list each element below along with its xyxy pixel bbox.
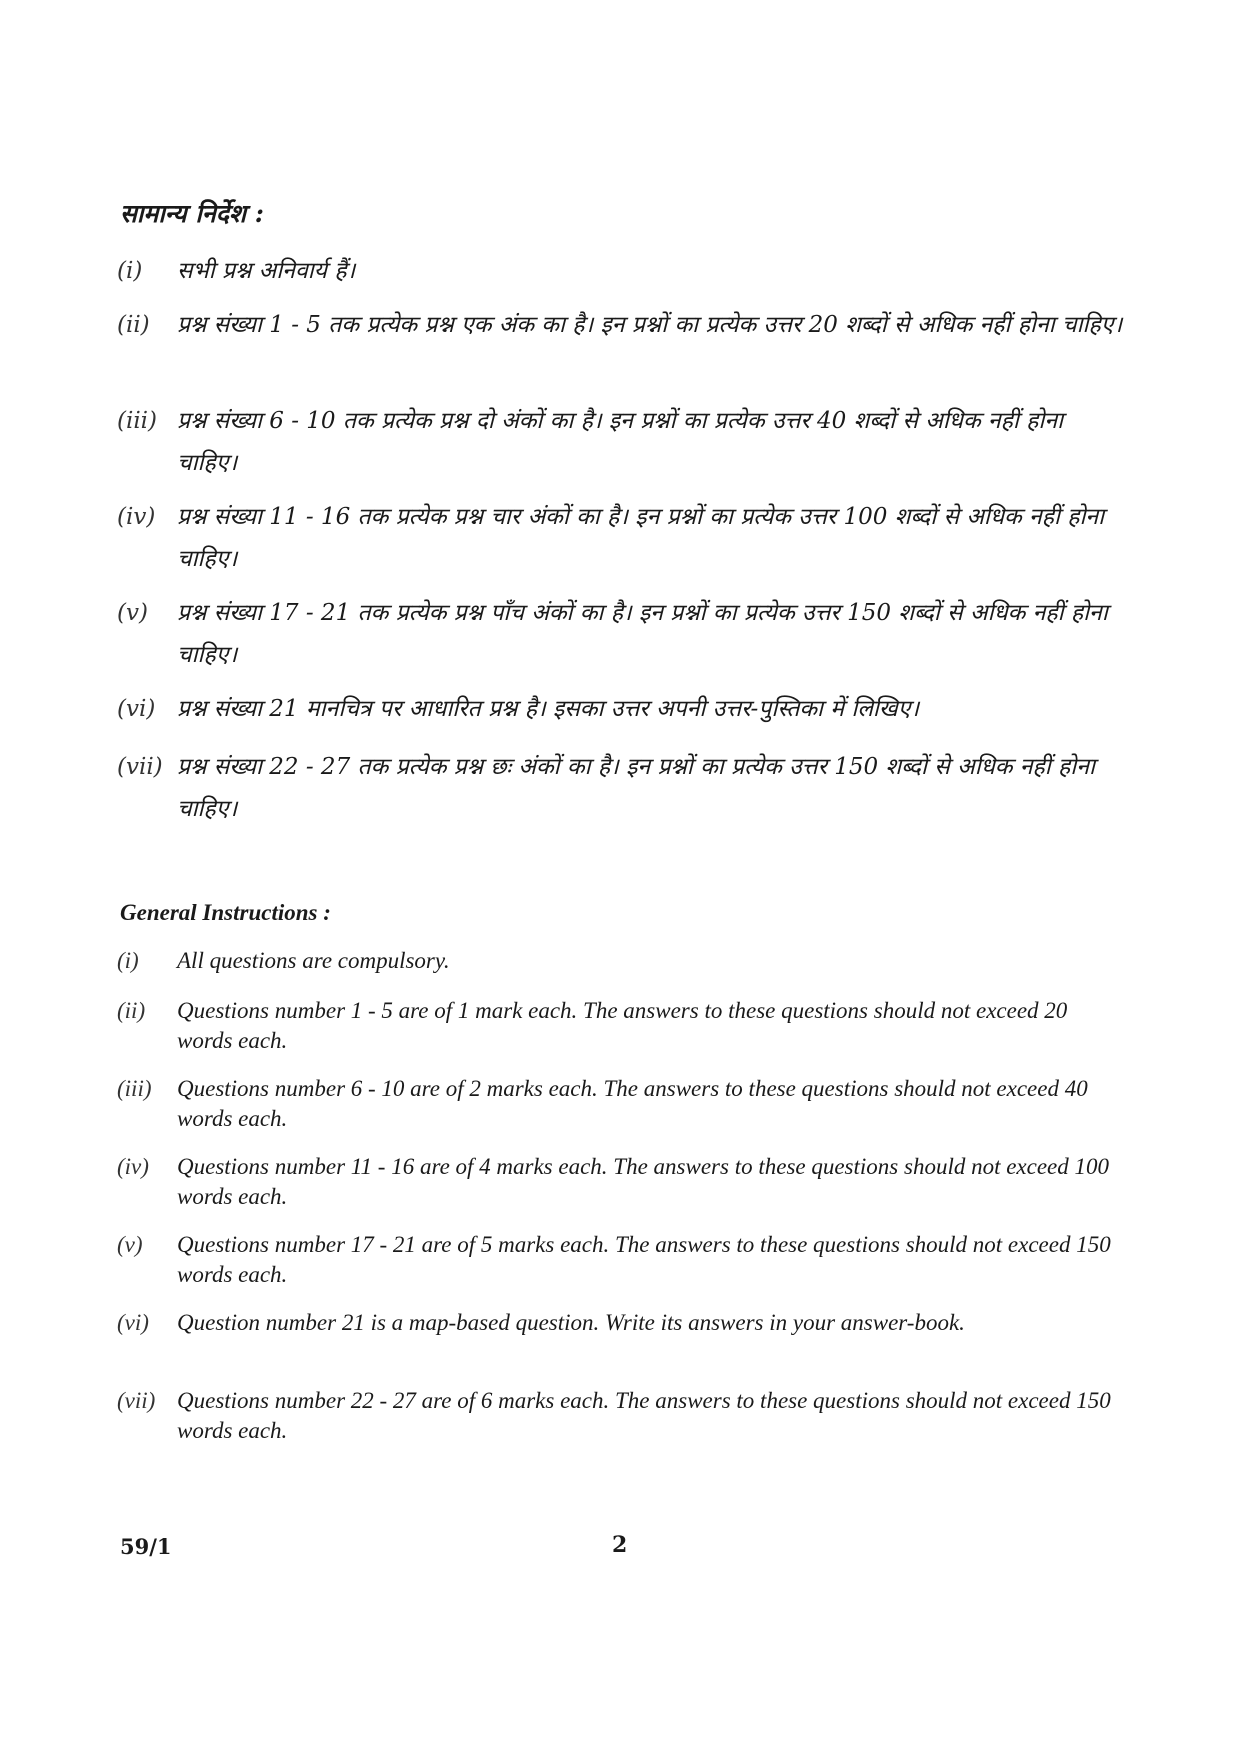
hindi-instruction-item <box>117 688 1127 730</box>
english-instructions-heading: General Instructions : <box>120 900 331 925</box>
english-instruction-item <box>117 1074 1127 1134</box>
item-text: Questions number 6 - 10 are of 2 marks each. The answers to these questions should not exceed 40 words each. <box>177 1076 1088 1131</box>
hindi-instruction-item <box>117 592 1127 676</box>
hindi-instructions-heading: सामान्य निर्देश : <box>120 199 264 228</box>
hindi-instruction-item <box>117 250 1127 292</box>
item-number: (ii) <box>117 998 146 1023</box>
item-number: (i) <box>117 948 139 973</box>
item-number: (vii) <box>117 1388 156 1413</box>
english-instruction-item <box>117 996 1127 1056</box>
item-text: प्रश्न संख्या 6 - 10 तक प्रत्येक प्रश्न दो अंकों का है। इन प्रश्नों का प्रत्येक उत्तर 40 शब्दों से अधिक नहीं होना चाहिए। <box>177 408 1064 476</box>
item-text: सभी प्रश्न अनिवार्य हैं। <box>177 258 356 284</box>
item-text: Questions number 11 - 16 are of 4 marks each. The answers to these questions should not exceed 100 words each. <box>177 1154 1110 1209</box>
item-text: All questions are compulsory. <box>177 948 450 973</box>
paper-code: 59/1 <box>120 1534 172 1559</box>
hindi-instruction-item <box>117 400 1127 484</box>
item-text: प्रश्न संख्या 11 - 16 तक प्रत्येक प्रश्न चार अंकों का है। इन प्रश्नों का प्रत्येक उत्तर 100 शब्दों से अधिक नहीं होना चाहिए। <box>177 504 1105 572</box>
english-instruction-item <box>117 1386 1127 1446</box>
hindi-instruction-item <box>117 304 1127 346</box>
item-text: Questions number 22 - 27 are of 6 marks each. The answers to these questions should not exceed 150 words each. <box>177 1388 1111 1443</box>
item-number: (v) <box>117 1232 143 1257</box>
english-instruction-item <box>117 1230 1127 1290</box>
item-number: (i) <box>117 258 143 284</box>
english-instruction-item <box>117 1152 1127 1212</box>
item-number: (vi) <box>117 696 156 722</box>
english-instruction-item <box>117 946 1127 976</box>
item-text: प्रश्न संख्या 21 मानचित्र पर आधारित प्रश्न है। इसका उत्तर अपनी उत्तर-पुस्तिका में लिखिए। <box>177 696 920 722</box>
hindi-instruction-item <box>117 496 1127 580</box>
item-number: (ii) <box>117 312 150 338</box>
item-number: (iv) <box>117 504 156 530</box>
english-instruction-item <box>117 1308 1127 1338</box>
item-text: प्रश्न संख्या 22 - 27 तक प्रत्येक प्रश्न छः अंकों का है। इन प्रश्नों का प्रत्येक उत्तर 150 शब्दों से अधिक नहीं होना चाहिए। <box>177 754 1095 822</box>
item-number: (iii) <box>117 1076 152 1101</box>
item-number: (vii) <box>117 754 163 780</box>
item-number: (v) <box>117 600 148 626</box>
page-number: 2 <box>612 1532 628 1558</box>
item-text: प्रश्न संख्या 1 - 5 तक प्रत्येक प्रश्न एक अंक का है। इन प्रश्नों का प्रत्येक उत्तर 20 शब्दों से अधिक नहीं होना चाहिए। <box>177 312 1123 338</box>
item-text: प्रश्न संख्या 17 - 21 तक प्रत्येक प्रश्न पाँच अंकों का है। इन प्रश्नों का प्रत्येक उत्तर 150 शब्दों से अधिक नहीं होना चाहिए। <box>177 600 1108 668</box>
item-text: Questions number 17 - 21 are of 5 marks each. The answers to these questions should not exceed 150 words each. <box>177 1232 1111 1287</box>
item-number: (iv) <box>117 1154 149 1179</box>
item-text: Question number 21 is a map-based question. Write its answers in your answer-book. <box>177 1310 965 1335</box>
item-number: (vi) <box>117 1310 149 1335</box>
item-number: (iii) <box>117 408 158 434</box>
hindi-instruction-item <box>117 746 1127 830</box>
item-text: Questions number 1 - 5 are of 1 mark each. The answers to these questions should not exceed 20 words each. <box>177 998 1068 1053</box>
